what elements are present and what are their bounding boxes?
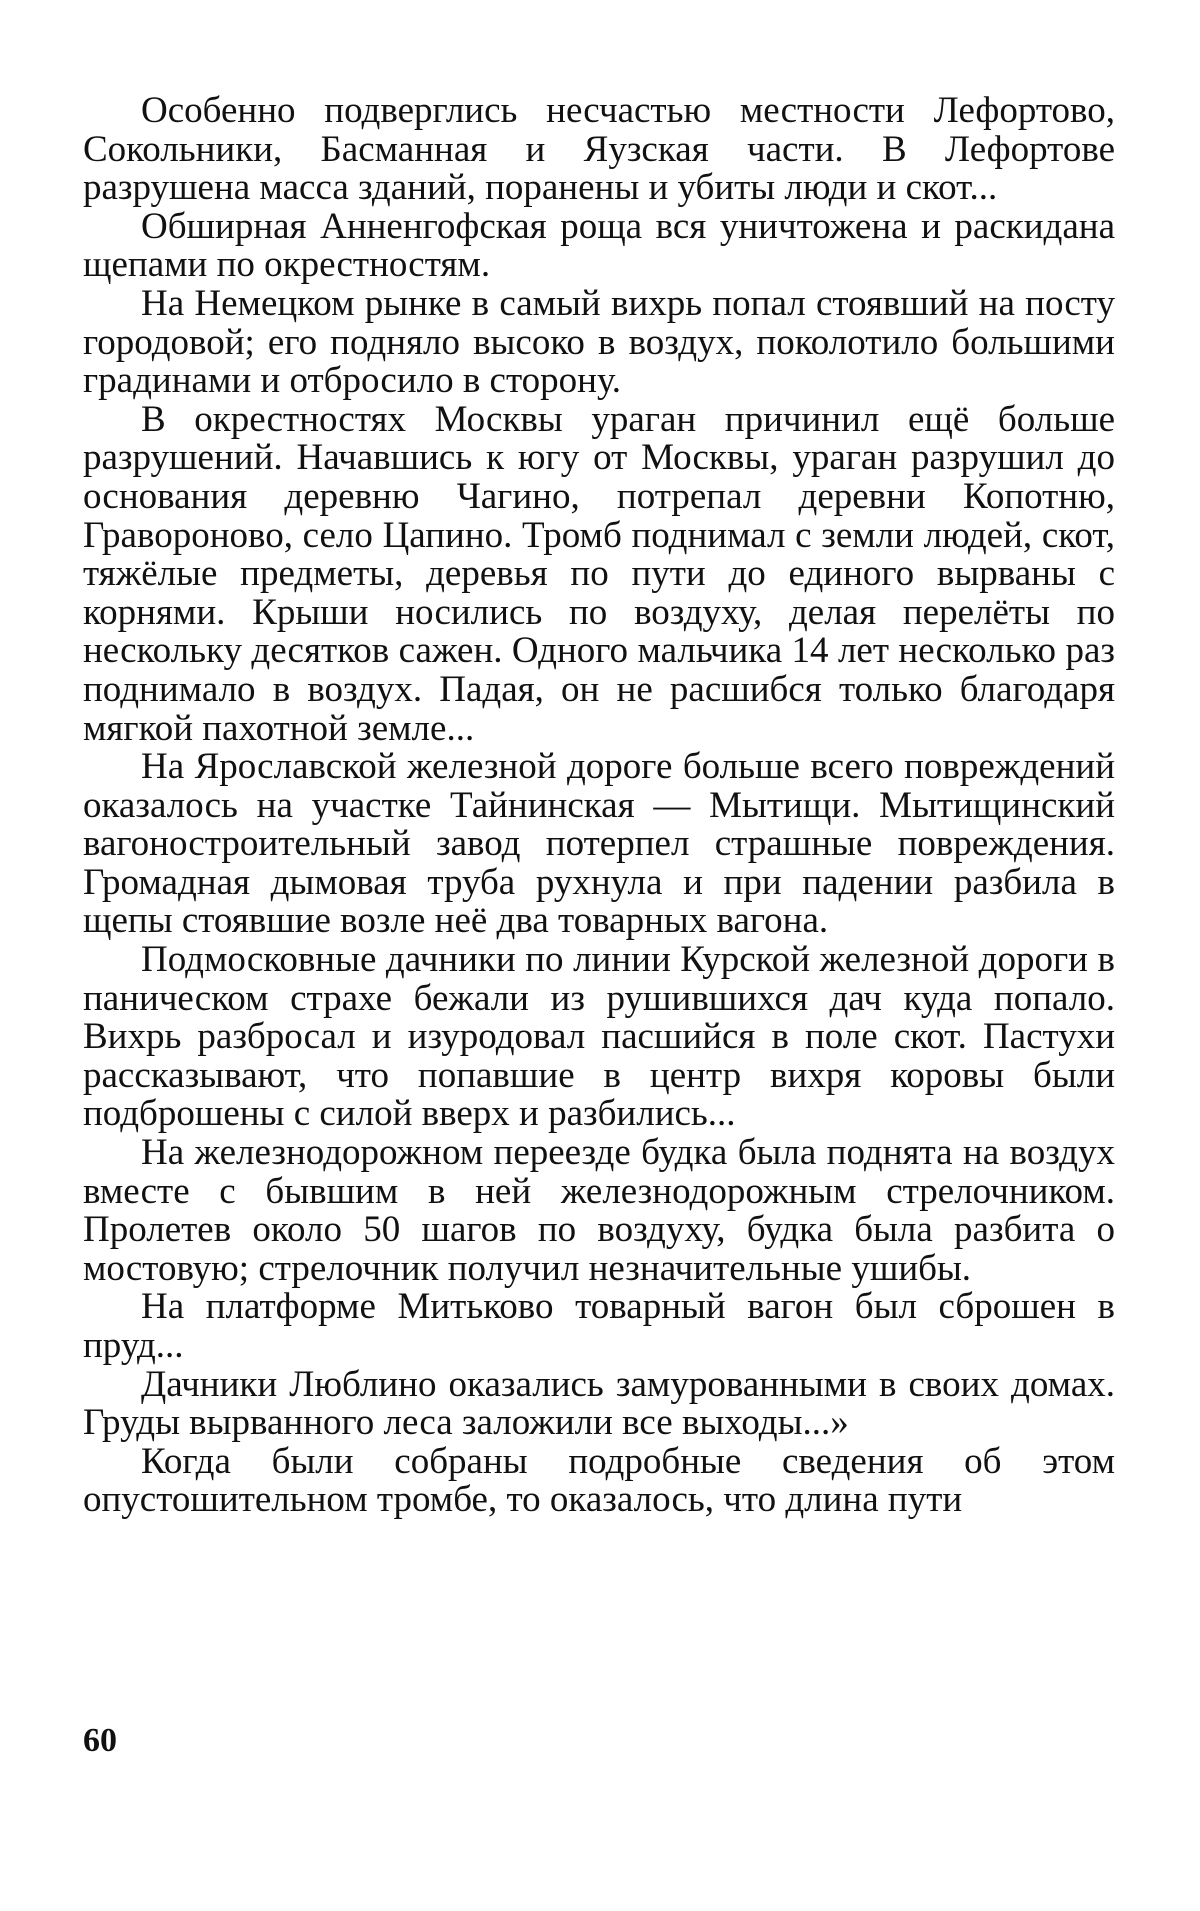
paragraph: На Ярославской железной дороге больше всего повреждений оказалось на участке Тайнинская — Мытищи. Мытищинский вагоностроительный завод потерпел страшные повреждения. Громадная дымовая труба рухнула и при падении разбила в щепы стоявшие возле неё два товарных вагона. bbox=[83, 746, 1115, 942]
paragraph: На Немецком рынке в самый вихрь попал стоявший на посту городовой; его подняло высоко в воздух, поколотило большими градинами и отбросило в сторону. bbox=[83, 282, 1115, 402]
paragraph: Когда были собраны подробные сведения об этом опустошительном тромбе, то оказалось, что длина пути bbox=[83, 1440, 1115, 1521]
paragraph: Особенно подверглись несчастью местности Лефортово, Сокольники, Басманная и Яузская части. В Лефортове разрушена масса зданий, поранены и убиты люди и скот... bbox=[83, 90, 1115, 209]
paragraph: Обширная Анненгофская роща вся уничтожена и раскидана щепами по окрестностям. bbox=[83, 205, 1115, 286]
paragraph: Дачники Люблино оказались замурованными в своих домах. Груды вырванного леса заложили все выходы...» bbox=[83, 1363, 1115, 1444]
paragraph: В окрестностях Москвы ураган причинил ещё больше разрушений. Начавшись к югу от Москвы, ураган разрушил до основания деревню Чагино, потрепал деревни Копотню, Гравороново, село Цапино. Тромб поднимал с земли людей, скот, тяжёлые предметы, деревья по пути до единого вырваны с корнями. Крыши носились по воздуху, делая перелёты по нескольку десятков сажен. Одного мальчика 14 лет несколько раз поднимало в воздух. Падая, он не расшибся только благодаря мягкой пахотной земле... bbox=[83, 398, 1115, 749]
page-number: 60 bbox=[83, 1722, 117, 1759]
paragraph: Подмосковные дачники по линии Курской железной дороги в паническом страхе бежали из рушившихся дач куда попало. Вихрь разбросал и изуродовал пасшийся в поле скот. Пастухи рассказывают, что попавшие в центр вихря коровы были подброшены с силой вверх и разбились... bbox=[83, 939, 1115, 1135]
paragraph: На железнодорожном переезде будка была поднята на воздух вместе с бывшим в ней железнодорожным стрелочником. Пролетев около 50 шагов по воздуху, будка была разбита о мостовую; стрелочник получил незначительные ушибы. bbox=[83, 1132, 1115, 1289]
book-page-text bbox=[83, 92, 1115, 1520]
paragraph: На платформе Митьково товарный вагон был сброшен в пруд... bbox=[83, 1286, 1115, 1366]
